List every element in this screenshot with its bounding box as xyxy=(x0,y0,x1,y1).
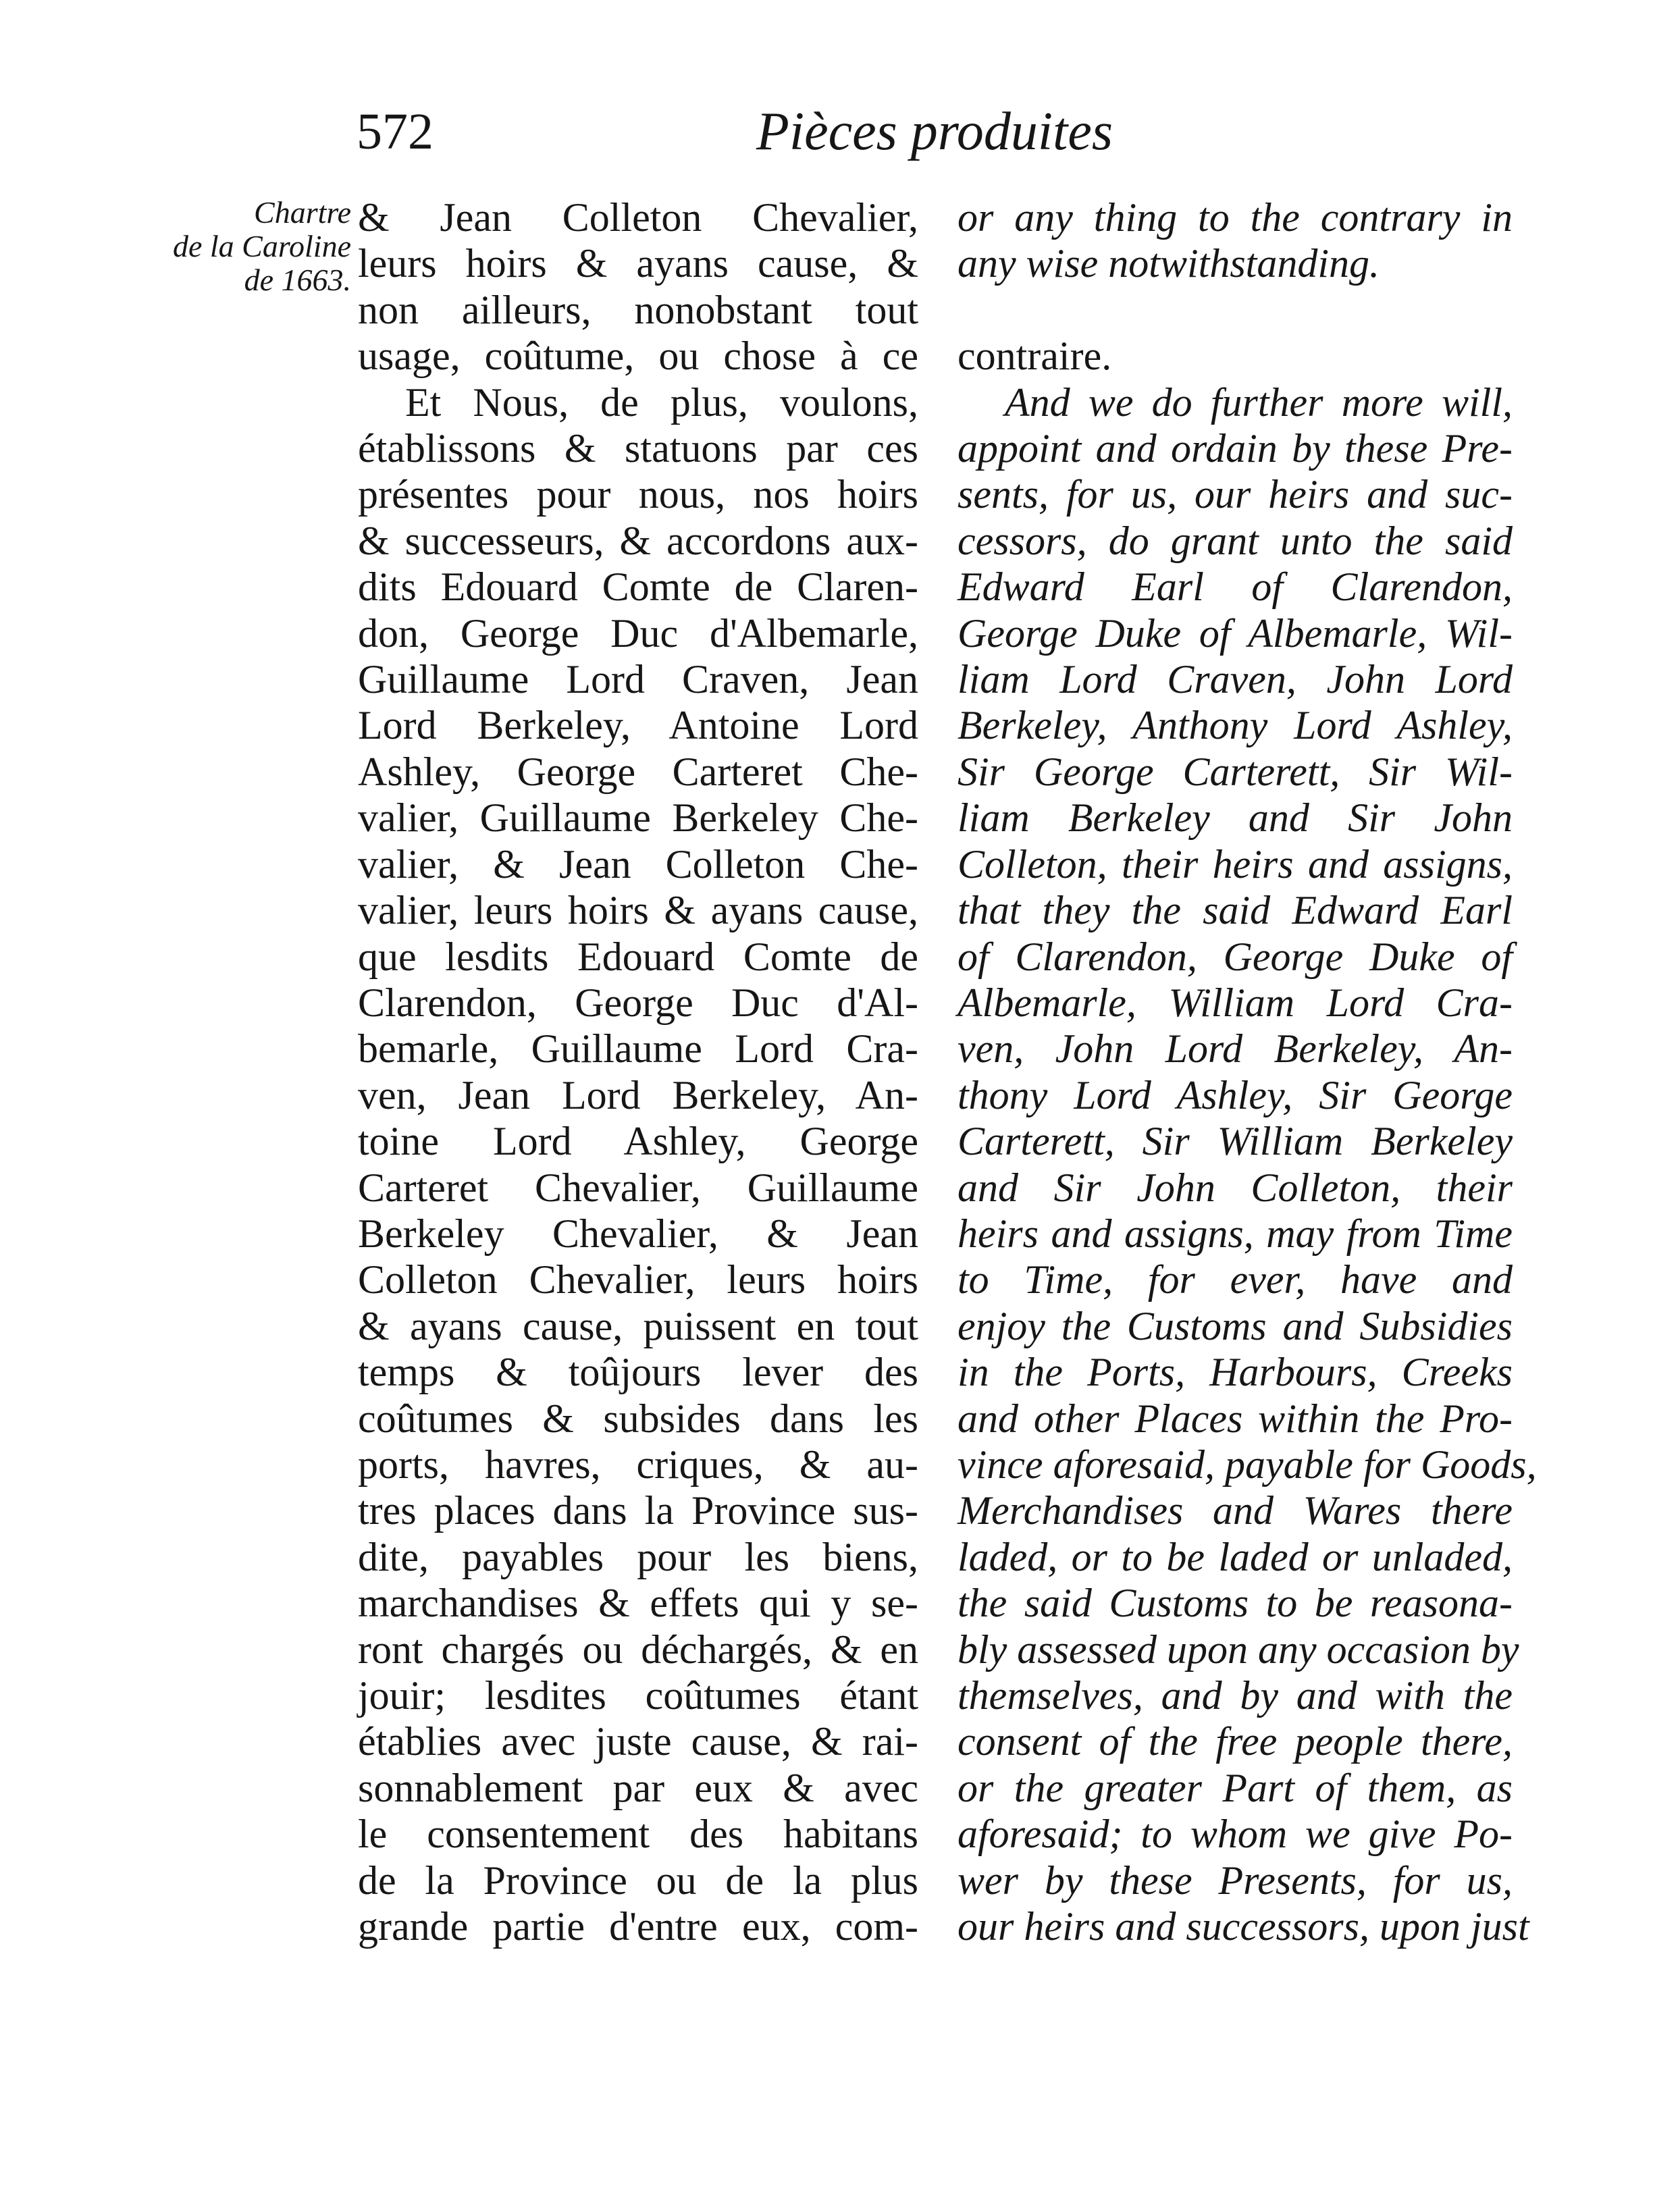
running-head: Pièces produites xyxy=(756,102,1113,161)
french-line: établissons & statuons par ces xyxy=(358,426,918,471)
english-line: cessors, do grant unto the said xyxy=(957,518,1513,563)
english-line: that they the said Edward Earl xyxy=(957,888,1513,933)
english-line: enjoy the Customs and Subsidies xyxy=(957,1303,1513,1348)
english-line: the said Customs to be reasona- xyxy=(957,1581,1513,1626)
french-line: dits Edouard Comte de Claren- xyxy=(358,564,918,610)
french-line: valier, leurs hoirs & ayans cause, xyxy=(358,888,918,933)
english-line: consent of the free people there, xyxy=(957,1719,1513,1764)
english-line: of Clarendon, George Duke of xyxy=(957,934,1513,979)
english-line: heirs and assigns, may from Time xyxy=(957,1211,1513,1256)
french-line: temps & toûjours lever des xyxy=(358,1350,918,1395)
french-line: Guillaume Lord Craven, Jean xyxy=(358,657,918,702)
french-line: valier, Guillaume Berkeley Che- xyxy=(358,795,918,841)
english-line: Sir George Carterett, Sir Wil- xyxy=(957,749,1513,794)
french-line: jouir; lesdites coûtumes étant xyxy=(358,1673,918,1718)
french-line: établies avec juste cause, & rai- xyxy=(358,1719,918,1764)
english-line: Carterett, Sir William Berkeley xyxy=(957,1119,1513,1164)
english-line: vince aforesaid, payable for Goods, xyxy=(957,1442,1537,1487)
french-line: présentes pour nous, nos hoirs xyxy=(358,472,918,517)
french-line: & Jean Colleton Chevalier, xyxy=(358,195,918,240)
french-line: Berkeley Chevalier, & Jean xyxy=(358,1211,918,1256)
english-line: sents, for us, our heirs and suc- xyxy=(957,472,1513,517)
english-column xyxy=(957,194,1537,1949)
page-number: 572 xyxy=(357,103,434,160)
english-line xyxy=(957,287,1513,333)
french-line: Lord Berkeley, Antoine Lord xyxy=(358,703,918,748)
english-line: Merchandises and Wares there xyxy=(957,1488,1513,1533)
french-line: ports, havres, criques, & au- xyxy=(358,1442,918,1487)
french-line: leurs hoirs & ayans cause, & xyxy=(358,241,918,286)
french-line: dite, payables pour les biens, xyxy=(358,1534,918,1579)
english-line: George Duke of Albemarle, Wil- xyxy=(957,610,1513,656)
english-line: contraire. xyxy=(957,334,1112,379)
french-line: grande partie d'entre eux, com- xyxy=(358,1904,918,1949)
english-line: any wise notwithstanding. xyxy=(957,241,1380,286)
english-line: laded, or to be laded or unladed, xyxy=(957,1534,1513,1579)
english-line: ven, John Lord Berkeley, An- xyxy=(957,1026,1513,1072)
english-line: or any thing to the contrary in xyxy=(957,195,1513,240)
french-line: Et Nous, de plus, voulons, xyxy=(405,379,918,425)
french-line: & successeurs, & accordons aux- xyxy=(358,518,918,563)
french-line: sonnablement par eux & avec xyxy=(358,1765,918,1810)
english-line: to Time, for ever, have and xyxy=(957,1257,1513,1302)
english-line: in the Ports, Harbours, Creeks xyxy=(957,1350,1513,1395)
french-line: valier, & Jean Colleton Che- xyxy=(358,841,918,887)
french-line: Clarendon, George Duc d'Al- xyxy=(358,980,918,1025)
english-line: liam Lord Craven, John Lord xyxy=(957,657,1513,702)
french-line: ront chargés ou déchargés, & en xyxy=(358,1627,918,1672)
margin-note-line: de 1663. xyxy=(244,263,351,297)
french-line: bemarle, Guillaume Lord Cra- xyxy=(358,1026,918,1072)
english-line: Albemarle, William Lord Cra- xyxy=(957,980,1513,1025)
margin-note-line: Chartre xyxy=(254,195,351,230)
english-line: And we do further more will, xyxy=(1005,379,1513,425)
english-line: Edward Earl of Clarendon, xyxy=(957,564,1513,610)
english-line: thony Lord Ashley, Sir George xyxy=(957,1072,1513,1117)
french-line: coûtumes & subsides dans les xyxy=(358,1396,918,1441)
french-line: don, George Duc d'Albemarle, xyxy=(358,610,918,656)
english-line: and other Places within the Pro- xyxy=(957,1396,1513,1441)
english-line: our heirs and successors, upon just xyxy=(957,1904,1529,1949)
french-line: Carteret Chevalier, Guillaume xyxy=(358,1165,918,1210)
french-column xyxy=(358,194,918,1949)
english-line: aforesaid; to whom we give Po- xyxy=(957,1812,1513,1857)
margin-note-line: de la Caroline xyxy=(172,229,351,263)
french-line: toine Lord Ashley, George xyxy=(358,1119,918,1164)
french-line: tres places dans la Province sus- xyxy=(358,1488,918,1533)
french-line: non ailleurs, nonobstant tout xyxy=(358,287,918,332)
english-line: or the greater Part of them, as xyxy=(957,1765,1513,1810)
french-line: que lesdits Edouard Comte de xyxy=(358,934,918,979)
english-line: liam Berkeley and Sir John xyxy=(957,795,1513,841)
english-line: and Sir John Colleton, their xyxy=(957,1165,1513,1210)
english-line: wer by these Presents, for us, xyxy=(957,1858,1513,1903)
margin-note xyxy=(101,196,351,297)
french-line: de la Province ou de la plus xyxy=(358,1858,918,1903)
french-line: ven, Jean Lord Berkeley, An- xyxy=(358,1072,918,1117)
french-line: Colleton Chevalier, leurs hoirs xyxy=(358,1257,918,1302)
french-line: usage, coûtume, ou chose à ce xyxy=(358,334,918,379)
english-line: appoint and ordain by these Pre- xyxy=(957,426,1513,471)
french-line: le consentement des habitans xyxy=(358,1812,918,1857)
english-line: Colleton, their heirs and assigns, xyxy=(957,841,1513,887)
french-line: Ashley, George Carteret Che- xyxy=(358,749,918,794)
english-line: Berkeley, Anthony Lord Ashley, xyxy=(957,703,1513,748)
french-line: & ayans cause, puissent en tout xyxy=(358,1303,918,1348)
english-line: themselves, and by and with the xyxy=(957,1673,1513,1718)
french-line: marchandises & effets qui y se- xyxy=(358,1581,918,1626)
english-line: bly assessed upon any occasion by xyxy=(957,1627,1519,1672)
